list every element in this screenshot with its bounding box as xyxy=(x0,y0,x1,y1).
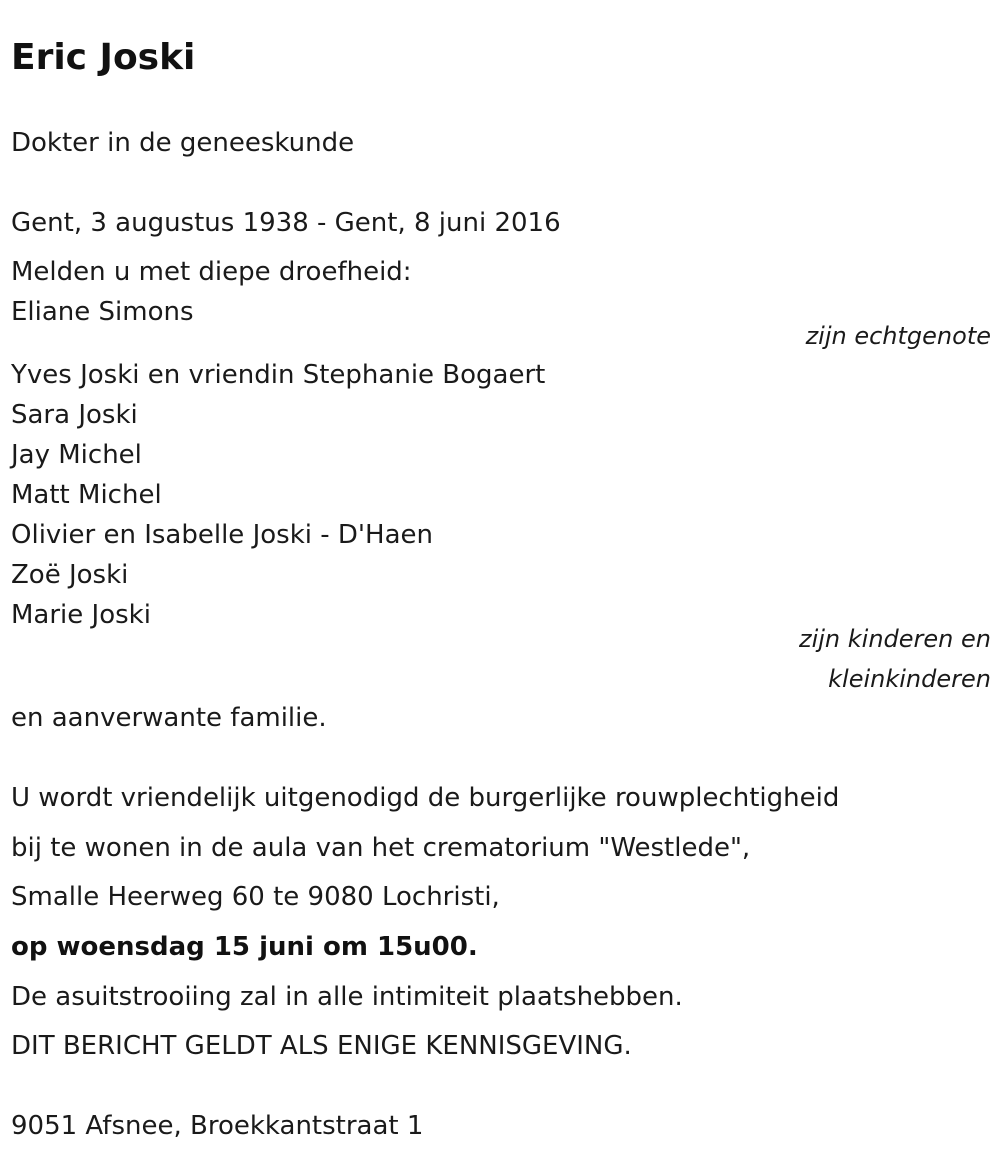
list-item: Yves Joski en vriendin Stephanie Bogaert xyxy=(11,360,546,390)
children-role-line2: kleinkinderen xyxy=(828,665,991,693)
invitation-line: bij te wonen in de aula van het crematorium "Westlede", xyxy=(11,833,751,863)
list-item: Olivier en Isabelle Joski - D'Haen xyxy=(11,520,434,550)
deceased-name: Eric Joski xyxy=(11,37,196,78)
address: 9051 Afsnee, Broekkantstraat 1 xyxy=(11,1111,424,1141)
list-item: Matt Michel xyxy=(11,480,162,510)
list-item: Zoë Joski xyxy=(11,560,129,590)
notice-text: DIT BERICHT GELDT ALS ENIGE KENNISGEVING. xyxy=(11,1031,632,1061)
ashes-text: De asuitstrooiing zal in alle intimiteit plaatshebben. xyxy=(11,982,683,1012)
list-item: Jay Michel xyxy=(11,440,142,470)
spouse-role: zijn echtgenote xyxy=(805,322,991,350)
invitation-line: U wordt vriendelijk uitgenodigd de burgerlijke rouwplechtigheid xyxy=(11,783,840,813)
list-item: Sara Joski xyxy=(11,400,138,430)
invitation-line: Smalle Heerweg 60 te 9080 Lochristi, xyxy=(11,882,500,912)
children-role-line1: zijn kinderen en xyxy=(799,625,991,653)
list-item: Marie Joski xyxy=(11,600,151,630)
intro-text: Melden u met diepe droefheid: xyxy=(11,257,412,287)
death-notice xyxy=(11,0,991,1160)
life-dates: Gent, 3 augustus 1938 - Gent, 8 juni 2016 xyxy=(11,208,561,238)
ceremony-datetime: op woensdag 15 juni om 15u00. xyxy=(11,932,478,962)
family-text: en aanverwante familie. xyxy=(11,703,327,733)
profession: Dokter in de geneeskunde xyxy=(11,128,355,158)
spouse-name: Eliane Simons xyxy=(11,297,194,327)
